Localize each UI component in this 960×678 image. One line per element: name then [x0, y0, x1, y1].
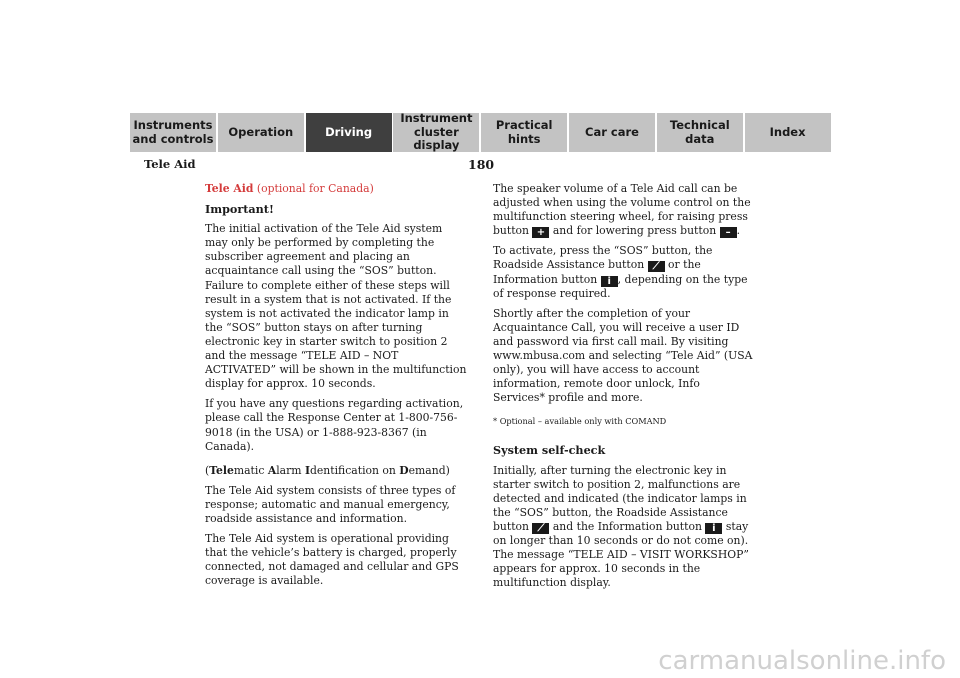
page-number: 180 [468, 157, 495, 172]
tab-instrument-cluster-display[interactable]: Instrument cluster display [393, 113, 479, 152]
roadside-assistance-icon: ⟋ [532, 523, 549, 534]
activation-paragraph: The initial activation of the Tele Aid system may only be performed by completing the subscriber agreement and placing an acquaintance call using the “SOS” button. Failure to complete either of these steps will result in a system that is not activated. If the system is not activated the indicator lamp in the “SOS” button stays on after turning electronic key in starter switch to position 2 and the message “TELE AID – NOT ACTIVATED” will be shown in the multifunction display for approx. 10 seconds. [205, 222, 467, 391]
left-column [205, 182, 467, 594]
roadside-assistance-icon: ⟋ [648, 261, 665, 272]
plus-button-icon: + [532, 227, 549, 238]
section-title: Tele Aid (optional for Canada) [205, 182, 374, 195]
page-header [0, 157, 960, 173]
watermark: carmanualsonline.info [658, 646, 946, 676]
volume-paragraph: The speaker volume of a Tele Aid call can be adjusted when using the volume control on the multifunction steering wheel, for raising press button + and for lowering press button – . [493, 182, 751, 239]
response-types-paragraph: The Tele Aid system consists of three types of response; automatic and manual emergency, roadside assistance and information. [205, 483, 456, 525]
tab-driving[interactable]: Driving [306, 113, 392, 152]
self-check-paragraph: Initially, after turning the electronic key in starter switch to position 2, malfunctions are detected and indicated (the indicator lamps in the “SOS” button, the Roadside Assistance button ⟋ and the Information button ⅰ stay on longer than 10 seconds or do not come on). The message “TELE AID – VISIT WORKSHOP” appears for approx. 10 seconds in the multifunction display. [493, 463, 749, 590]
information-button-icon: ⅰ [601, 276, 618, 287]
tab-practical-hints[interactable]: Practical hints [481, 113, 567, 152]
contact-paragraph: If you have any questions regarding activation, please call the Response Center at 1-800-756-9018 (in the USA) or 1-888-923-8367 (in Canada). [205, 397, 464, 453]
tab-index[interactable]: Index [745, 113, 831, 152]
footnote: * Optional – available only with COMAND [493, 416, 667, 427]
acquaintance-paragraph: Shortly after the completion of your Acquaintance Call, you will receive a user ID and password via first call mail. By visiting www.mbusa.com and selecting “Tele Aid” (USA only), you will have access to account information, remote door unlock, Info Services* profile and more. [493, 306, 753, 405]
important-heading: Important! [205, 202, 274, 217]
minus-button-icon: – [720, 227, 737, 238]
operational-paragraph: The Tele Aid system is operational providing that the vehicle’s battery is charged, properly connected, not damaged and cellular and GPS coverage is available. [205, 532, 459, 588]
tab-instruments-and-controls[interactable]: Instruments and controls [130, 113, 216, 152]
self-check-heading: System self-check [493, 443, 606, 458]
acronym-paragraph: (Telematic Alarm Identification on Demand) [205, 463, 450, 477]
tab-car-care[interactable]: Car care [569, 113, 655, 152]
section-name: Tele Aid [144, 157, 196, 171]
chapter-tabs [130, 110, 832, 153]
tab-technical-data[interactable]: Technical data [657, 113, 743, 152]
information-button-icon: ⅰ [705, 523, 722, 534]
tab-operation[interactable]: Operation [218, 113, 304, 152]
right-column [493, 182, 755, 596]
activate-paragraph: To activate, press the “SOS” button, the Roadside Assistance button ⟋ or the Information button ⅰ , depending on the type of response required. [493, 244, 748, 300]
